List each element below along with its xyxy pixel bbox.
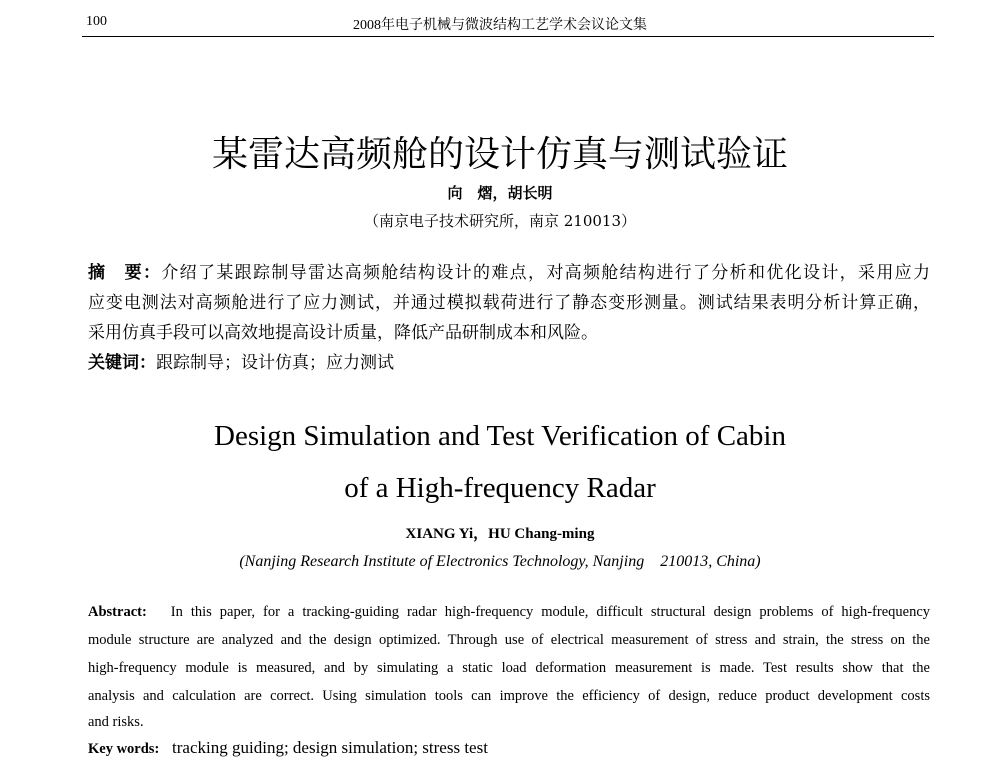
en-keywords-label: Key words: [88,741,160,757]
cn-abstract-line-1 [88,258,930,283]
cn-abstract-line-3: 采用仿真手段可以高效地提高设计质量，降低产品研制成本和风险。 [88,323,598,343]
en-abstract-label: Abstract: [88,604,147,620]
en-abstract-text: In this paper, for a tracking-guiding radar high-frequency module, difficult structural design problems of high-frequency [170,604,931,620]
en-keywords-line [88,738,488,758]
cn-affiliation: （南京电子技术研究所，南京 210013） [363,212,637,230]
en-abstract-line-2: module structure are analyzed and the design optimized. Through use of electrical measurement of stress and strain, the stress on the [88,632,930,648]
en-keywords: tracking guiding; design simulation; stress test [172,738,488,757]
cn-title: 某雷达高频舱的设计仿真与测试验证 [211,134,788,175]
en-abstract-line-5: and risks. [88,714,144,730]
en-abstract-line-1 [88,604,930,621]
en-abstract-line-4: analysis and calculation are correct. Using simulation tools can improve the efficiency of design, reduce product development costs [88,688,930,704]
page-number: 100 [86,14,107,29]
running-title: 2008年电子机械与微波结构工艺学术会议论文集 [353,18,647,33]
en-abstract-line-3: high-frequency module is measured, and by simulating a static load deformation measurement is made. Test results show that the [88,660,930,676]
header-rule [82,36,934,37]
cn-abstract-text: 介绍了某跟踪制导雷达高频舱结构设计的难点，对高频舱结构进行了分析和优化设计，采用应力 [161,263,931,283]
en-affiliation: (Nanjing Research Institute of Electronics Technology, Nanjing 210013, China) [239,553,761,570]
en-authors: XIANG Yi，HU Chang-ming [405,526,595,542]
cn-keywords-line [88,348,394,373]
cn-authors: 向 熠，胡长明 [447,184,553,202]
cn-abstract-label: 摘 要： [88,263,162,283]
cn-keywords-label: 关键词： [88,353,156,373]
en-title-line-2: of a High-frequency Radar [344,472,656,504]
en-title-line-1: Design Simulation and Test Verification of Cabin [214,420,786,452]
cn-keywords: 跟踪制导；设计仿真；应力测试 [156,353,394,373]
cn-abstract-line-2: 应变电测法对高频舱进行了应力测试，并通过模拟载荷进行了静态变形测量。测试结果表明分析计算正确， [88,293,930,313]
